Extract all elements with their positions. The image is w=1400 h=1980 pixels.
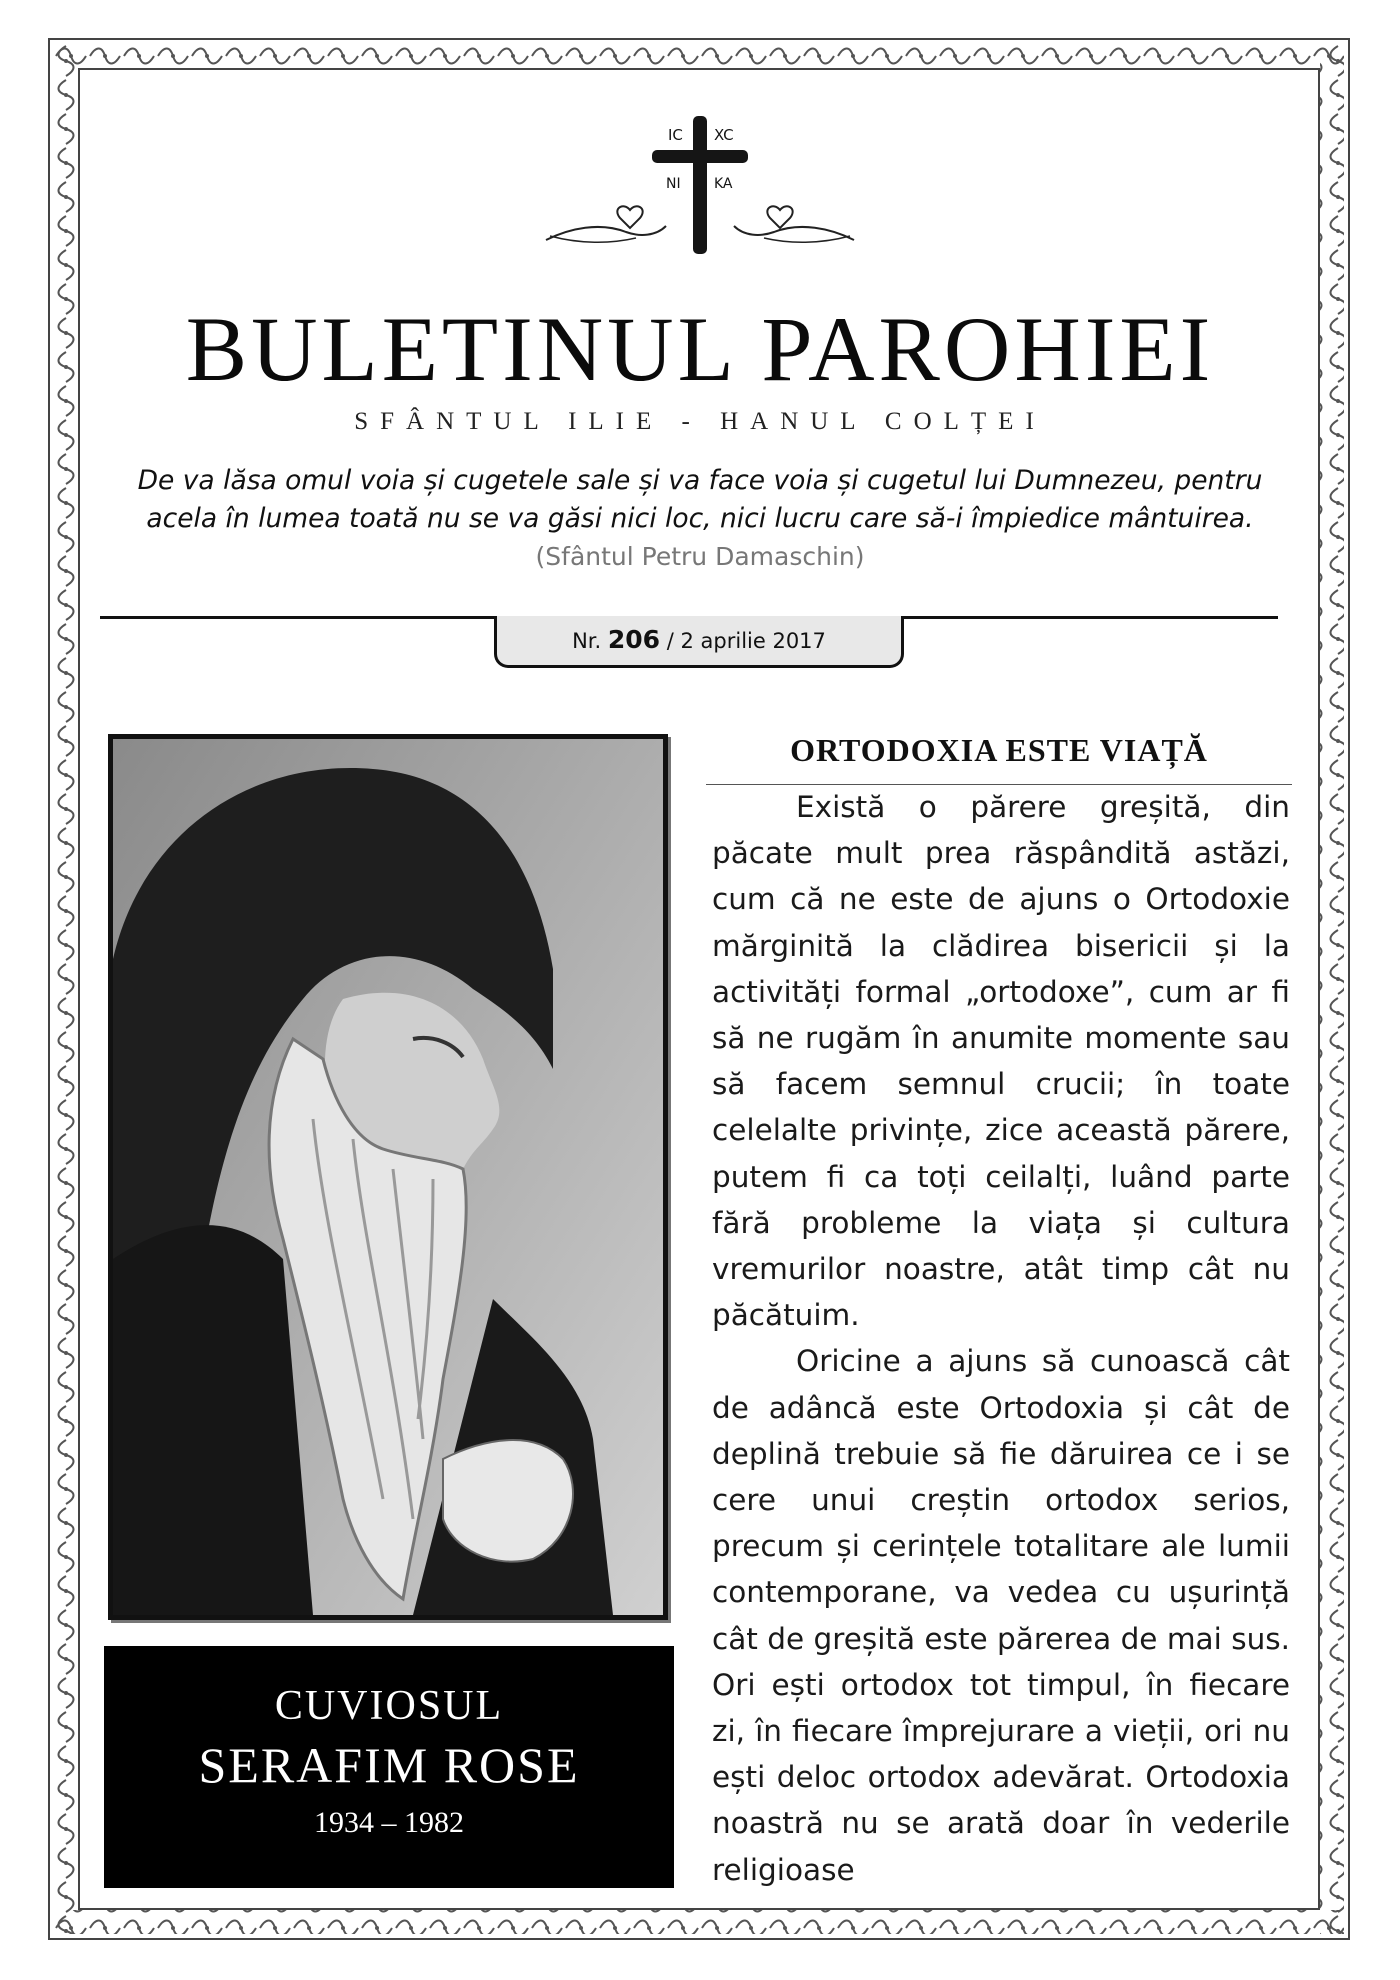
- article-paragraph: Există o părere greșită, din păcate mult prea răspândită astăzi, cum că ne este de ajuns o Ortodoxie mărginită la clădirea bisericii și la activități formal „ortodoxe”, cum ar fi să ne rugăm în anumite momente sau să facem semnul crucii; în toate celelalte privințe, zice această părere, putem fi ca toți ceilalți, luând parte fără probleme la viața și cultura vremurilor noastre, atât timp cât nu păcătuim.: [712, 790, 1290, 1333]
- article-title: ORTODOXIA ESTE VIAȚĂ: [706, 732, 1292, 785]
- emblem-ka: KA: [714, 176, 733, 192]
- emblem-ni: NI: [666, 176, 681, 192]
- bulletin-title: BULETINUL PAROHIEI: [185, 298, 1215, 400]
- issue-number: 206: [607, 625, 661, 654]
- emblem-ic: IC: [668, 126, 683, 144]
- caption-line1: CUVIOSUL: [274, 1683, 504, 1729]
- portrait-caption: [104, 1646, 674, 1888]
- orthodox-cross-icon: [540, 110, 860, 260]
- epigraph-source: (Sfântul Petru Damaschin): [535, 542, 865, 571]
- parish-subtitle: SFÂNTUL ILIE - HANUL COLȚEI: [354, 408, 1046, 435]
- article-body: [712, 784, 1290, 1893]
- article-paragraph: Oricine a ajuns să cunoască cât de adâncă este Ortodoxia și cât de deplină trebuie să fie dăruirea ce i se cere unui creștin ortodox serios, precum și cerințele totalitare ale lumii contemporane, va vedea cu ușurință cât de greșită este părerea de mai sus. Ori ești ortodox tot timpul, în fiecare zi, în fiecare împrejurare a vieții, ori nu ești deloc ortodox adevărat. Ortodoxia noastră nu se arată doar în vederile religioase: [712, 1344, 1291, 1887]
- caption-years: 1934 – 1982: [314, 1806, 464, 1839]
- caption-name: SERAFIM ROSE: [198, 1737, 580, 1793]
- issue-prefix: Nr.: [572, 629, 602, 653]
- portrait-image: [113, 739, 663, 1615]
- issue-number-tab: [494, 616, 904, 668]
- portrait-photo: [108, 734, 668, 1620]
- emblem-xc: XC: [714, 126, 734, 144]
- epigraph-quote: De va lăsa omul voia și cugetele sale și va face voia și cugetul lui Dumnezeu, pentru acela în lumea toată nu se va găsi nici loc, nici lucru care să-i împiedice mântuirea.: [137, 465, 1263, 534]
- issue-date: / 2 aprilie 2017: [666, 629, 826, 653]
